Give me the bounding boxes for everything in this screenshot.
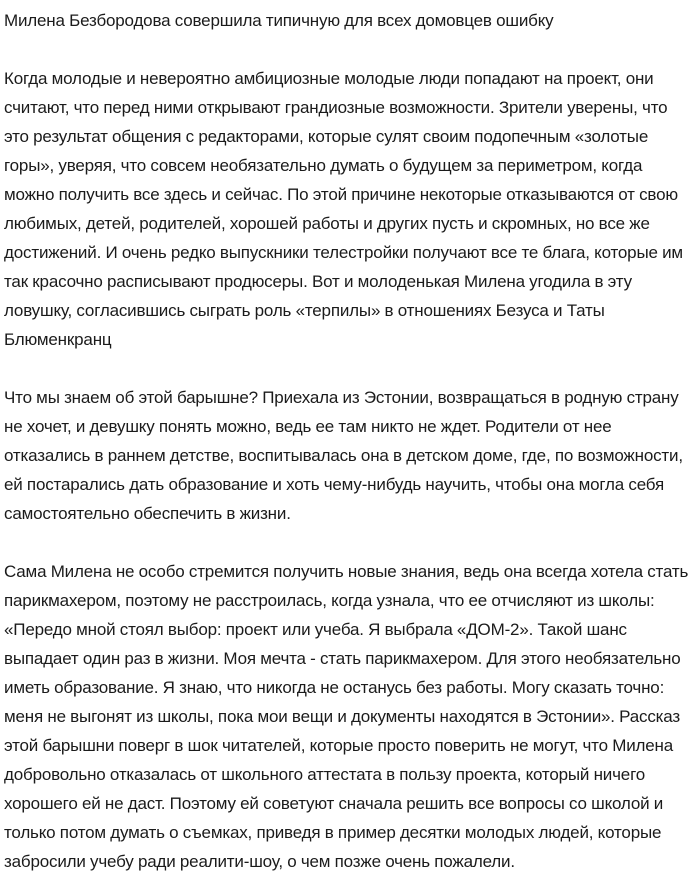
article-paragraph-3: Сама Милена не особо стремится получить новые знания, ведь она всегда хотела стать парикмахером, поэтому не расстроилась, когда узнала, что ее отчисляют из школы: «Передо мной стоял выбор: проект или учеба. Я выбрала «ДОМ-2». Такой шанс выпадает один раз в жизни. Моя мечта - стать парикмахером. Для этого необязательно иметь образование. Я знаю, что никогда не останусь без работы. Могу сказать точно: меня не выгонят из школы, пока мои вещи и документы находятся в Эстонии». Рассказ этой барышни поверг в шок читателей, которые просто поверить не могут, что Милена добровольно отказалась от школьного аттестата в пользу проекта, который ничего хорошего ей не даст. Поэтому ей советуют сначала решить все вопросы со школой и только потом думать о съемках, приведя в пример десятки молодых людей, которые забросили учебу ради реалити-шоу, о чем позже очень пожалели. [4,562,693,871]
article-headline: Милена Безбородова совершила типичную для всех домовцев ошибку [4,11,554,30]
article-paragraph-1: Когда молодые и невероятно амбициозные молодые люди попадают на проект, они считают, что перед ними открывают грандиозные возможности. Зрители уверены, что это результат общения с редакторами, которые сулят своим подопечным «золотые горы», уверяя, что совсем необязательно думать о будущем за периметром, когда можно получить все здесь и сейчас. По этой причине некоторые отказываются от свою любимых, детей, родителей, хорошей работы и других пусть и скромных, но все же достижений. И очень редко выпускники телестройки получают все те блага, которые им так красочно расписывают продюсеры. Вот и молоденькая Милена угодила в эту ловушку, согласившись сыграть роль «терпилы» в отношениях Безуса и Таты Блюменкранц [4,69,688,349]
article-paragraph-2: Что мы знаем об этой барышне? Приехала из Эстонии, возвращаться в родную страну не хочет, и девушку понять можно, ведь ее там никто не ждет. Родители от нее отказались в раннем детстве, воспитывалась она в детском доме, где, по возможности, ей постарались дать образование и хоть чему-нибудь научить, чтобы она могла себя самостоятельно обеспечить в жизни. [4,388,688,523]
